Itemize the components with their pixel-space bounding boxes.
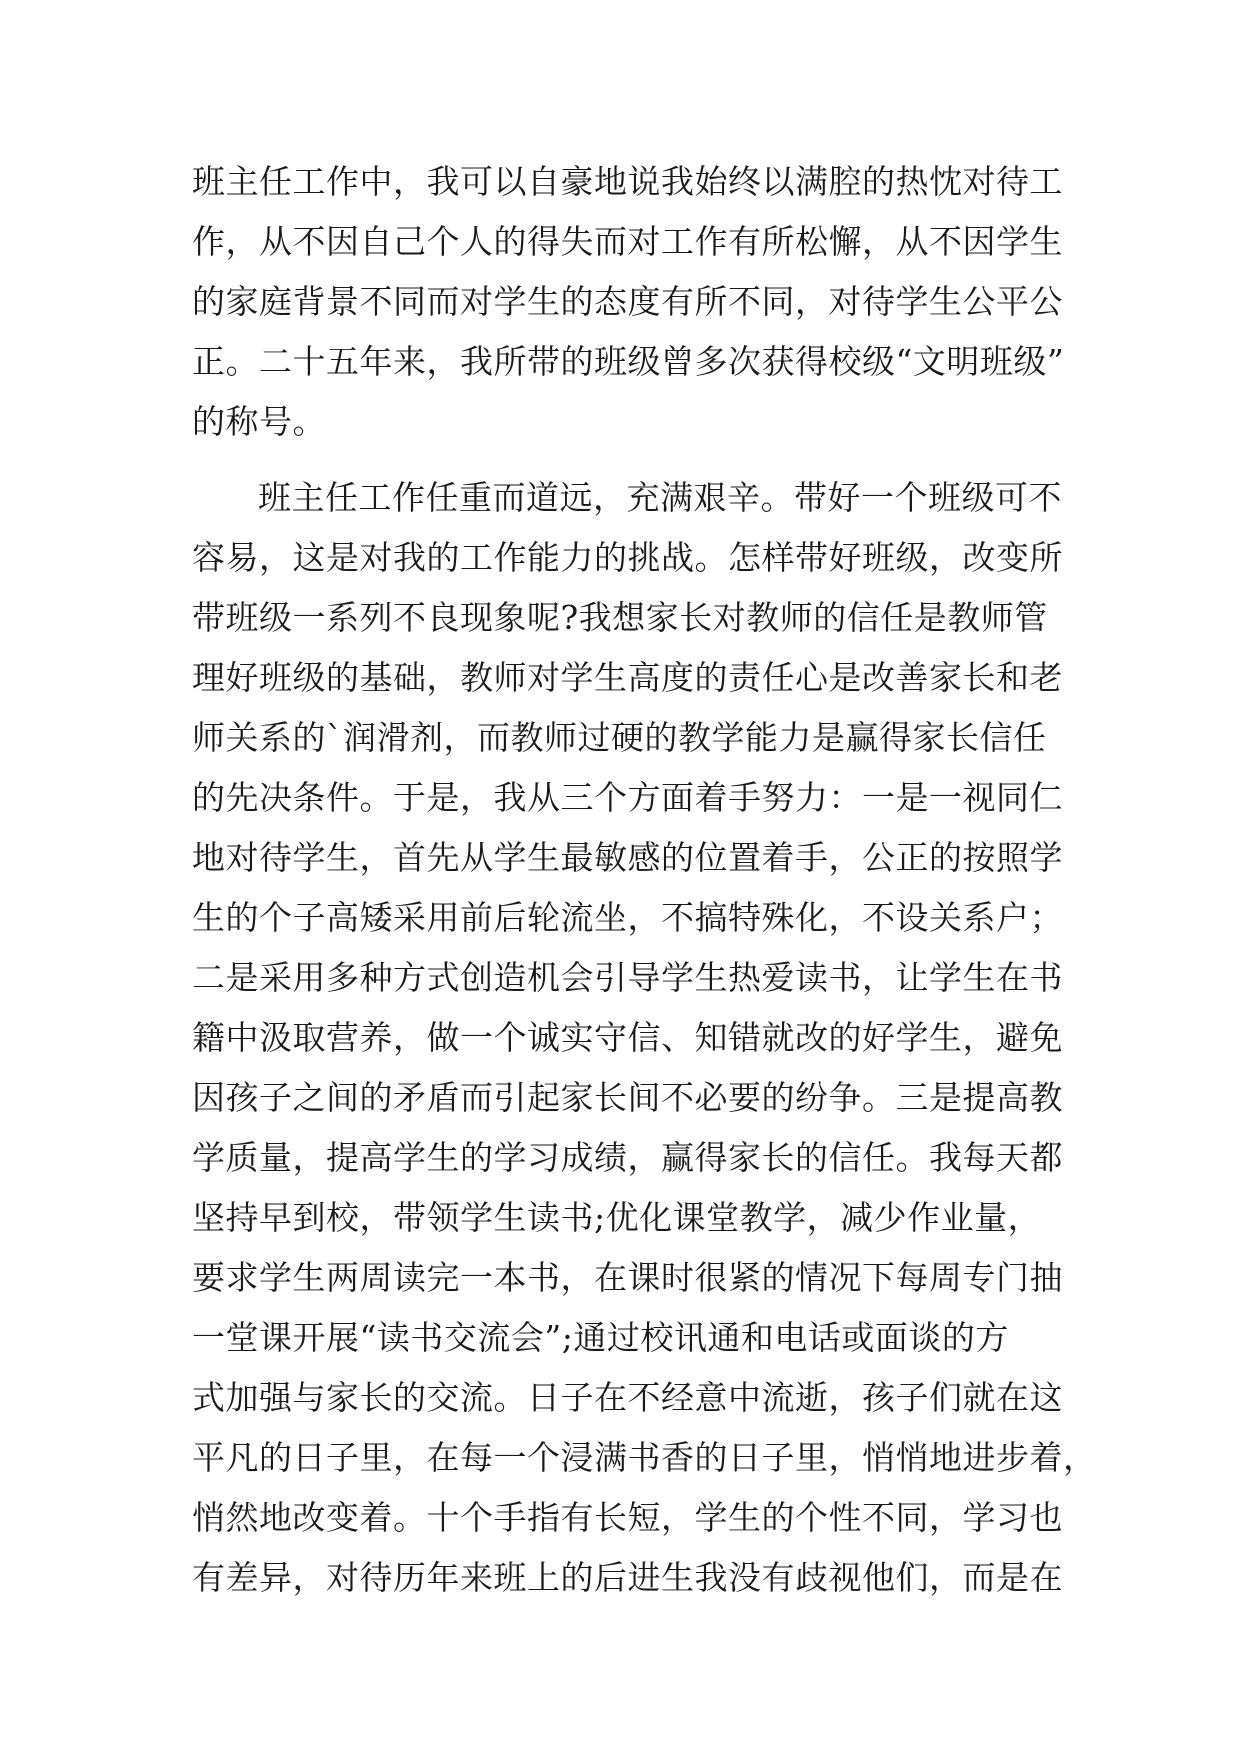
paragraph-1 [192, 152, 1065, 452]
text-line: 的称号。 [192, 402, 326, 441]
text-line: 平凡的日子里，在每一个浸满书香的日子里，悄悄地进步着， [192, 1438, 1097, 1477]
text-line: 籍中汲取营养，做一个诚实守信、知错就改的好学生，避免 [192, 1018, 1063, 1057]
text-line: 地对待学生，首先从学生最敏感的位置着手，公正的按照学 [192, 838, 1063, 877]
text-line: 要求学生两周读完一本书，在课时很紧的情况下每周专门抽 [192, 1258, 1063, 1297]
text-line: 一堂课开展“读书交流会”;通过校讯通和电话或面谈的方 [192, 1318, 1009, 1357]
paragraph-2 [192, 468, 1097, 1608]
text-line: 的家庭背景不同而对学生的态度有所不同，对待学生公平公 [192, 282, 1063, 321]
text-line: 师关系的`润滑剂，而教师过硬的教学能力是赢得家长信任 [192, 718, 1047, 757]
text-line: 有差异，对待历年来班上的后进生我没有歧视他们，而是在 [192, 1558, 1063, 1597]
document-body [192, 152, 1097, 1608]
text-line: 的先决条件。于是，我从三个方面着手努力：一是一视同仁 [192, 778, 1063, 817]
text-line: 班主任工作中，我可以自豪地说我始终以满腔的热忱对待工 [192, 162, 1063, 201]
text-line: 学质量，提高学生的学习成绩，赢得家长的信任。我每天都 [192, 1138, 1063, 1177]
paragraph-gap [192, 452, 1052, 468]
text-line: 式加强与家长的交流。日子在不经意中流逝，孩子们就在这 [192, 1378, 1063, 1417]
text-line: 作，从不因自己个人的得失而对工作有所松懈，从不因学生 [192, 222, 1063, 261]
text-line: 容易，这是对我的工作能力的挑战。怎样带好班级，改变所 [192, 538, 1063, 577]
text-line: 因孩子之间的矛盾而引起家长间不必要的纷争。三是提高教 [192, 1078, 1063, 1117]
text-line: 理好班级的基础，教师对学生高度的责任心是改善家长和老 [192, 658, 1063, 697]
text-line: 二是采用多种方式创造机会引导学生热爱读书，让学生在书 [192, 958, 1063, 997]
text-line: 悄然地改变着。十个手指有长短，学生的个性不同，学习也 [192, 1498, 1063, 1537]
text-line: 坚持早到校，带领学生读书;优化课堂教学，减少作业量， [192, 1198, 1042, 1237]
text-line: 生的个子高矮采用前后轮流坐，不搞特殊化，不设关系户； [192, 898, 1063, 937]
text-line: 正。二十五年来，我所带的班级曾多次获得校级“文明班级” [192, 342, 1065, 381]
text-line: 班主任工作任重而道远，充满艰辛。带好一个班级可不 [258, 478, 1062, 517]
text-line: 带班级一系列不良现象呢?我想家长对教师的信任是教师管 [192, 598, 1048, 637]
